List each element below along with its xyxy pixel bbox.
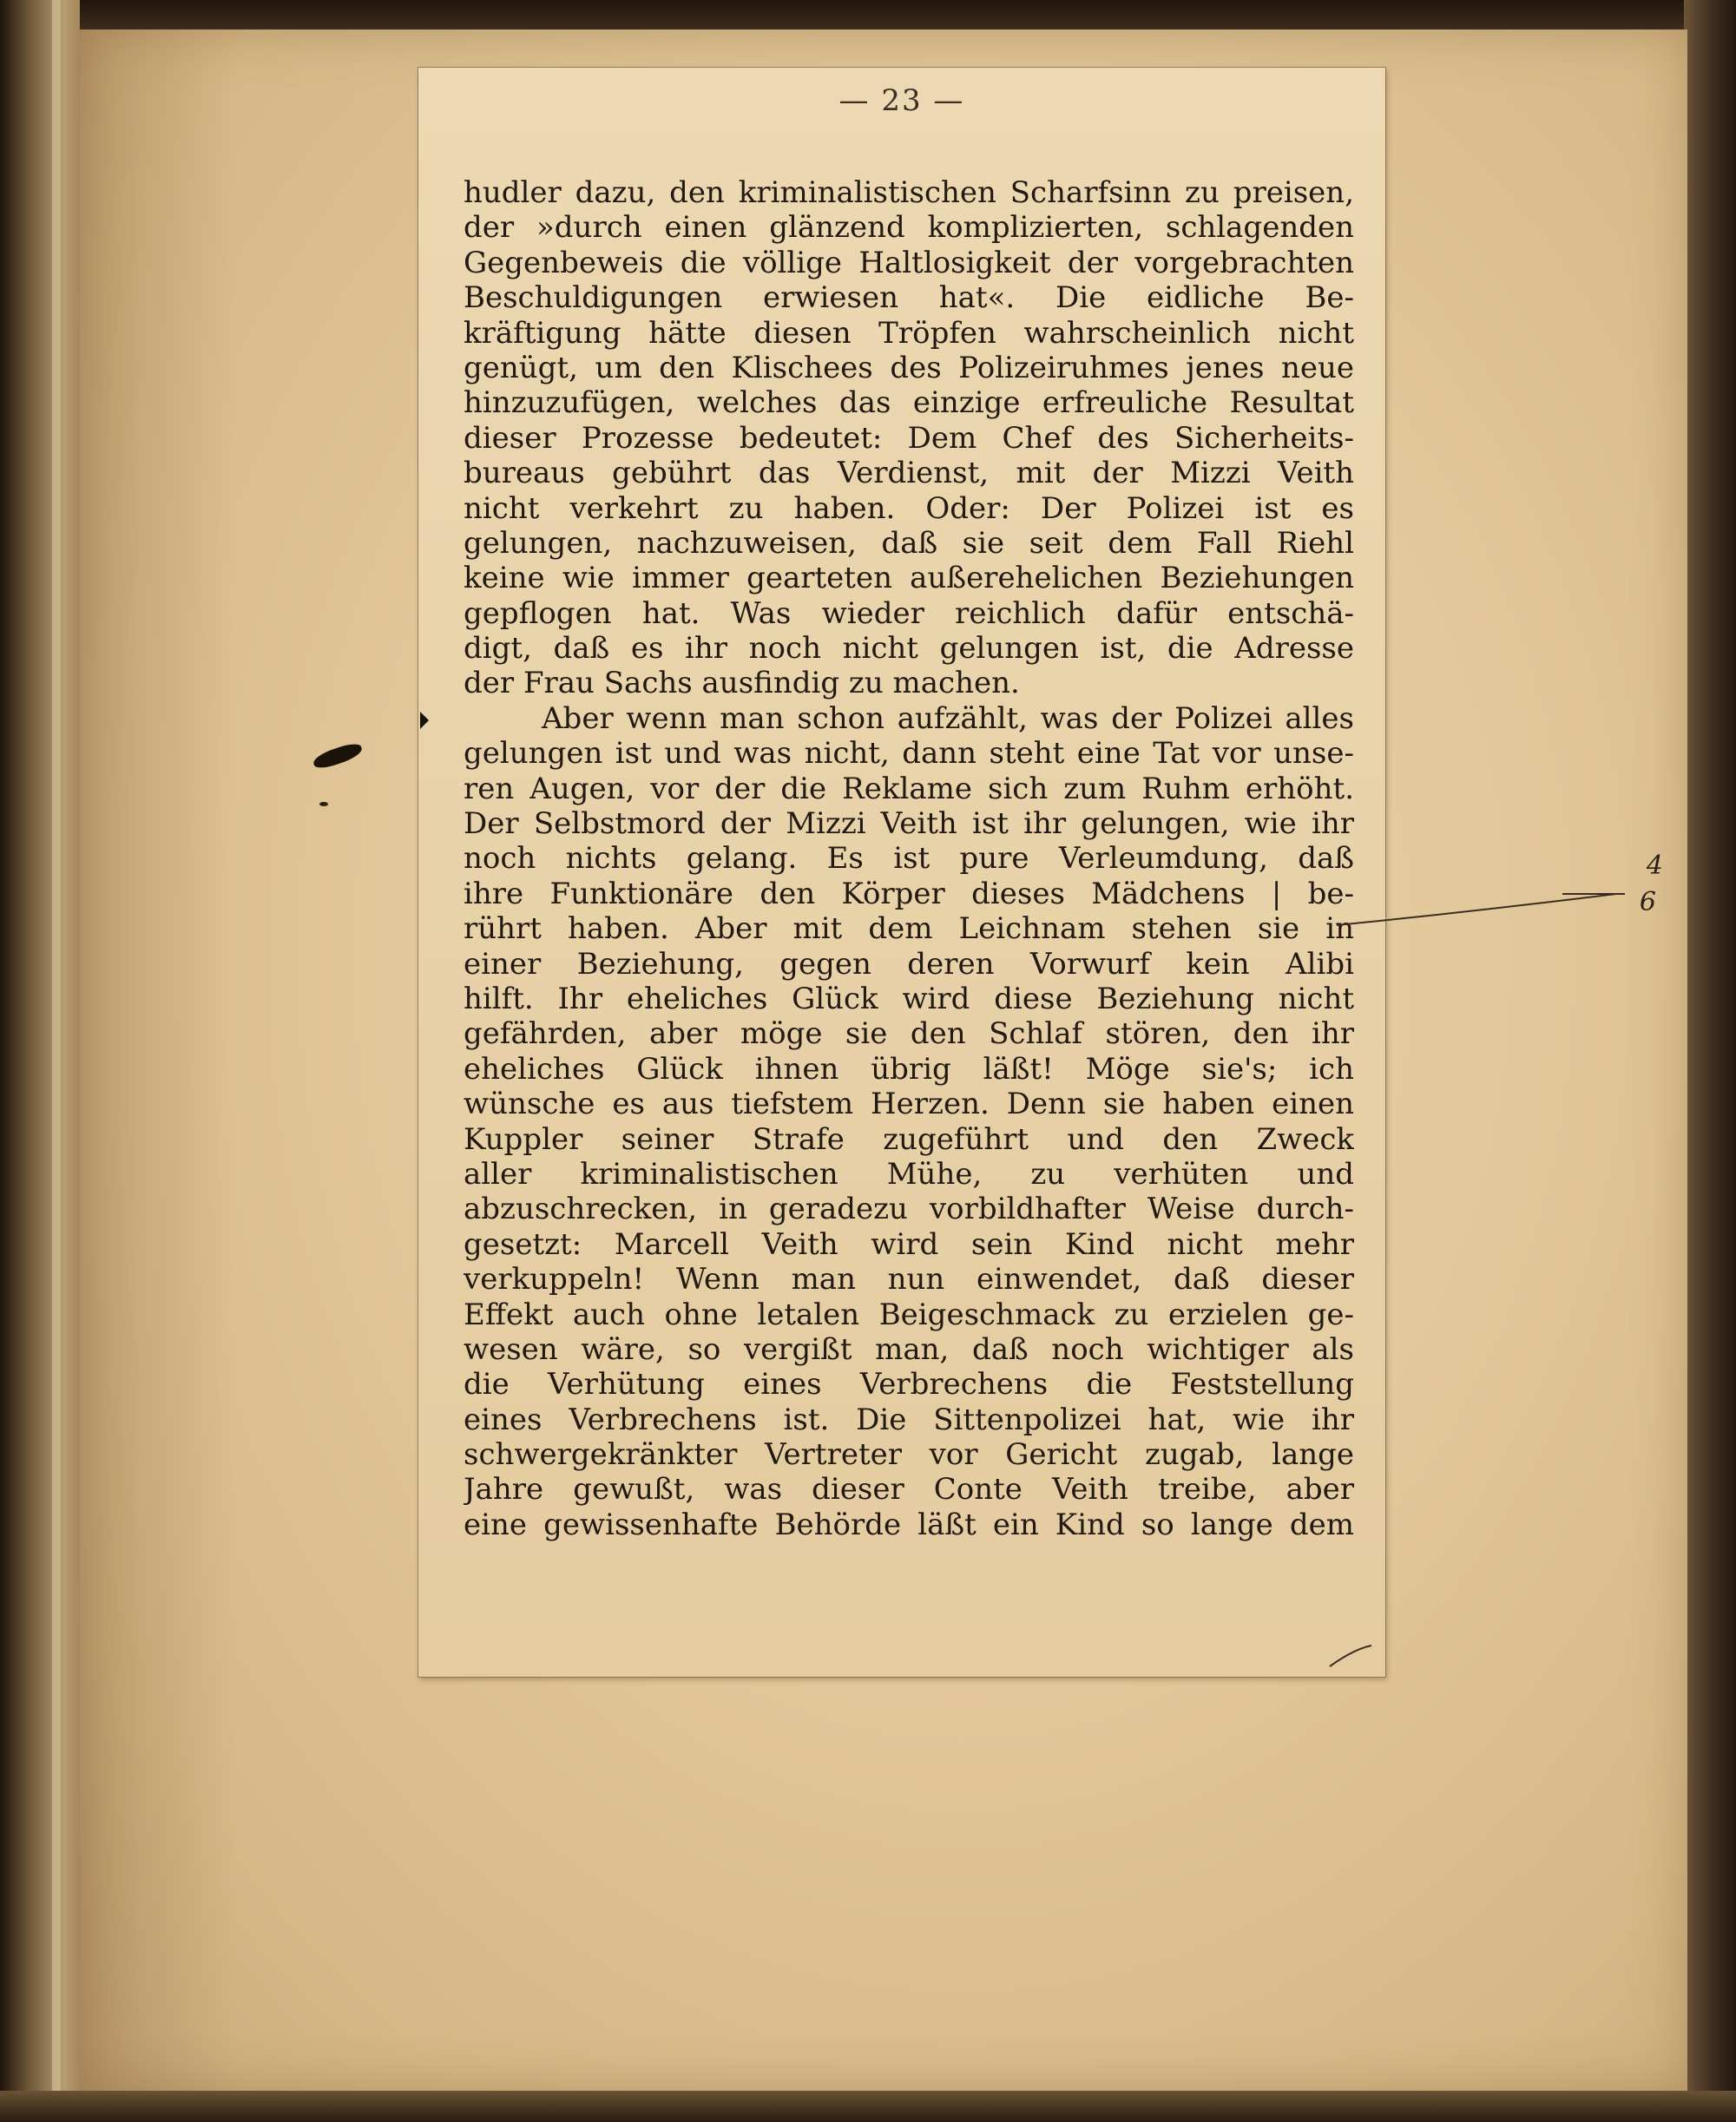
spine-strip <box>52 0 61 2122</box>
text-line: Kuppler seiner Strafe zugeführt und den Zweck <box>464 1121 1354 1157</box>
text-line: wesen wäre, so vergißt man, daß noch wichtiger als <box>464 1331 1354 1367</box>
scan-top-edge <box>0 0 1736 30</box>
text-line: der Frau Sachs ausfindig zu machen. <box>464 666 1020 701</box>
page-number: — 23 — <box>838 83 965 118</box>
text-line: nicht verkehrt zu haben. Oder: Der Polizei ist es <box>464 490 1354 526</box>
text-line: Der Selbstmord der Mizzi Veith ist ihr gelungen, wie ihr <box>464 806 1354 842</box>
text-line: schwergekränkter Vertreter vor Gericht zugab, lange <box>464 1437 1354 1473</box>
margin-arrow-mark <box>420 712 429 729</box>
text-line: einer Beziehung, gegen deren Vorwurf kein Alibi <box>464 946 1354 982</box>
text-line: eines Verbrechens ist. Die Sittenpolizei hat, wie ihr <box>464 1402 1354 1437</box>
paragraph-start-line: Aber wenn man schon aufzählt, was der Polizei alles <box>542 700 1354 736</box>
text-line: aller kriminalistischen Mühe, zu verhüten und <box>464 1156 1354 1192</box>
text-line: noch nichts gelang. Es ist pure Verleumdung, daß <box>464 841 1354 877</box>
text-line: Gegenbeweis die völlige Haltlosigkeit der vorgebrachten <box>464 245 1354 280</box>
text-line: hinzuzufügen, welches das einzige erfreuliche Resultat <box>464 385 1354 421</box>
text-line: Effekt auch ohne letalen Beigeschmack zu erzielen ge- <box>464 1297 1354 1332</box>
text-line: gepflogen hat. Was wieder reichlich dafür entschä- <box>464 595 1354 631</box>
margin-note-bottom: 6 <box>1639 887 1656 917</box>
text-line: wünsche es aus tiefstem Herzen. Denn sie haben einen <box>464 1087 1354 1122</box>
ink-dot <box>319 802 328 806</box>
text-line: bureaus gebührt das Verdienst, mit der Mizzi Veith <box>464 456 1354 491</box>
margin-fraction-note <box>1351 851 1663 920</box>
text-line: gesetzt: Marcell Veith wird sein Kind nicht mehr <box>464 1226 1354 1262</box>
text-line: Beschuldigungen erwiesen hat«. Die eidliche Be- <box>464 280 1354 316</box>
text-line: ren Augen, vor der die Reklame sich zum Ruhm erhöht. <box>464 771 1354 806</box>
book-spine-edge <box>0 0 80 2122</box>
text-line: ihre Funktionäre den Körper dieses Mädchens | be- <box>464 876 1354 911</box>
text-line: keine wie immer gearteten außerehelichen Beziehungen <box>464 561 1354 596</box>
text-line: hilft. Ihr eheliches Glück wird diese Beziehung nicht <box>464 981 1354 1016</box>
paper-stain <box>80 30 236 2091</box>
text-line: eine gewissenhafte Behörde läßt ein Kind so lange dem <box>464 1507 1354 1542</box>
text-line: rührt haben. Aber mit dem Leichnam stehen sie in <box>464 911 1354 947</box>
text-line: digt, daß es ihr noch nicht gelungen ist, die Adresse <box>464 631 1354 667</box>
text-line: gelungen ist und was nicht, dann steht eine Tat vor unse- <box>464 736 1354 772</box>
text-line: gelungen, nachzuweisen, daß sie seit dem Fall Riehl <box>464 525 1354 561</box>
text-line: Jahre gewußt, was dieser Conte Veith treibe, aber <box>464 1472 1354 1508</box>
text-line: abzuschrecken, in geradezu vorbildhafter Weise durch- <box>464 1192 1354 1227</box>
margin-note-top: 4 <box>1646 851 1663 881</box>
page-bottom-edge <box>0 2091 1736 2122</box>
text-line: hudler dazu, den kriminalistischen Scharfsinn zu preisen, <box>464 175 1354 210</box>
text-line: kräftigung hätte diesen Tröpfen wahrscheinlich nicht <box>464 315 1354 351</box>
text-line: dieser Prozesse bedeutet: Dem Chef des Sicherheits- <box>464 420 1354 456</box>
text-line: eheliches Glück ihnen übrig läßt! Möge sie's; ich <box>464 1051 1354 1087</box>
text-line: verkuppeln! Wenn man nun einwendet, daß dieser <box>464 1262 1354 1298</box>
text-line: die Verhütung eines Verbrechens die Feststellung <box>464 1367 1354 1403</box>
article-text <box>464 175 1354 1542</box>
newspaper-clipping <box>418 68 1385 1677</box>
text-line: gefährden, aber möge sie den Schlaf stören, den ihr <box>464 1016 1354 1052</box>
page-right-edge <box>1684 0 1736 2122</box>
text-line: der »durch einen glänzend komplizierten, schlagenden <box>464 210 1354 246</box>
text-line: genügt, um den Klischees des Polizeiruhmes jenes neue <box>464 350 1354 385</box>
